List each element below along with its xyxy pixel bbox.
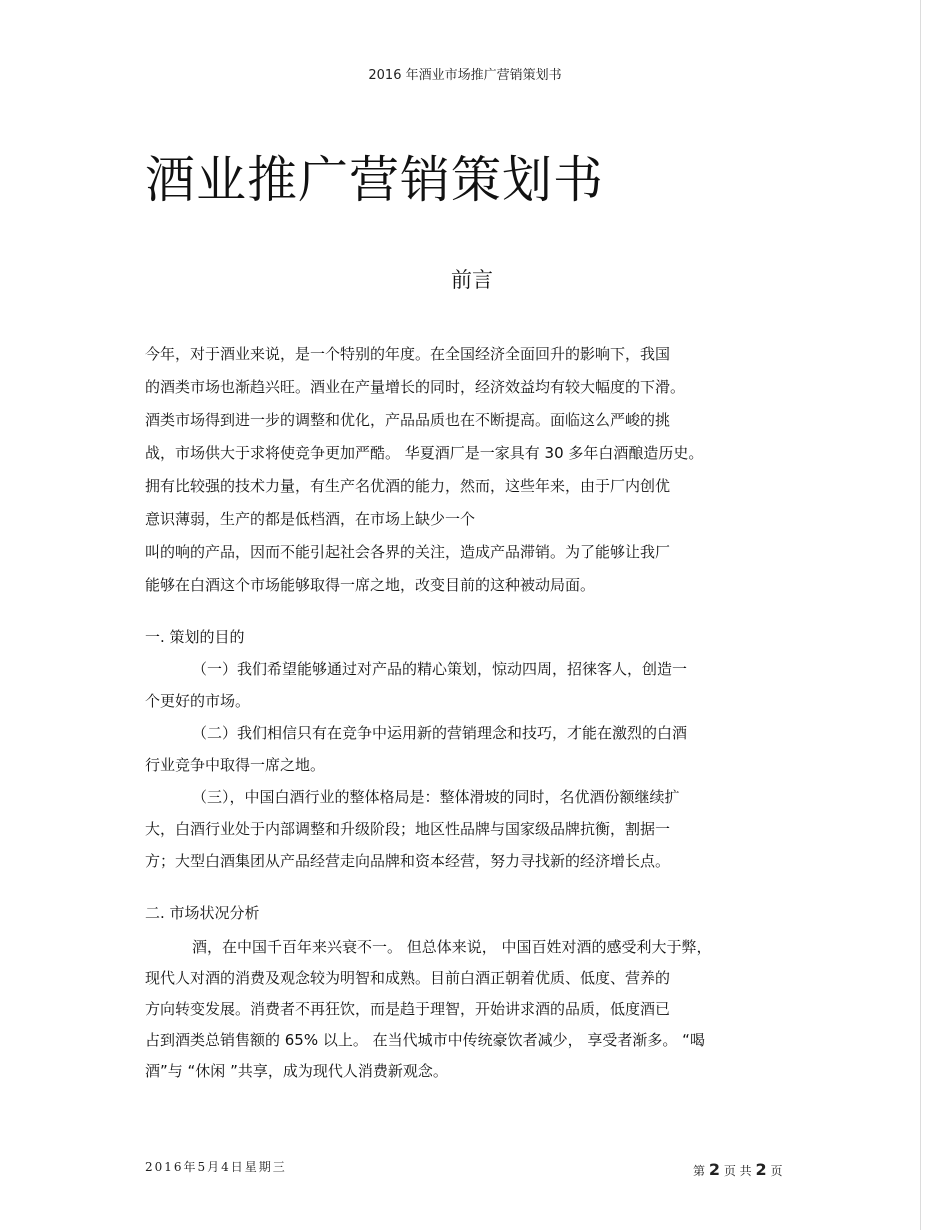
page-indicator [693,1160,782,1179]
market-line: 现代人对酒的消费及观念较为明智和成熟。目前白酒正朝着优质、低度、营养的 [145,969,671,987]
preface-line: 战，市场供大于求将使竞争更加严酷。 华夏酒厂是一家具有 30 多年白酒酿造历史。 [145,444,704,462]
page-suffix: 页 [770,1164,783,1178]
preface-line: 叫的响的产品，因而不能引起社会各界的关注，造成产品滞销。为了能够让我厂 [145,543,671,561]
preface-line: 的酒类市场也渐趋兴旺。酒业在产量增长的同时，经济效益均有较大幅度的下滑。 [145,378,686,396]
footer-date: 2016年5月4日星期三 [145,1160,287,1174]
preface-heading: 前言 [451,268,493,292]
preface-line: 今年，对于酒业来说，是一个特别的年度。在全国经济全面回升的影响下，我国 [145,345,671,363]
preface-line: 拥有比较强的技术力量，有生产名优酒的能力，然而，这些年来，由于厂内创优 [145,477,671,495]
purpose-line: 行业竞争中取得一席之地。 [145,756,326,774]
preface-line: 意识薄弱，生产的都是低档酒，在市场上缺少一个 [145,510,476,528]
preface-line: 酒类市场得到进一步的调整和优化，产品品质也在不断提高。面临这么严峻的挑 [145,411,671,429]
section-heading-purpose: 一. 策划的目的 [145,628,245,646]
section-heading-market: 二. 市场状况分析 [145,904,260,922]
market-line: 酒，在中国千百年来兴衰不一。 但总体来说， 中国百姓对酒的感受利大于弊， [192,938,712,956]
purpose-line: （二）我们相信只有在竞争中运用新的营销理念和技巧，才能在激烈的白酒 [192,724,688,742]
running-header: 2016 年酒业市场推广营销策划书 [368,68,562,83]
market-line: 占到酒类总销售额的 65% 以上。 在当代城市中传统豪饮者减少， 享受者渐多。 “喝 [145,1031,705,1049]
page-prefix: 第 [693,1164,706,1178]
page-middle: 页 共 [723,1164,752,1178]
preface-line: 能够在白酒这个市场能够取得一席之地，改变目前的这种被动局面。 [145,576,596,594]
purpose-line: 大，白酒行业处于内部调整和升级阶段；地区性品牌与国家级品牌抗衡，割据一 [145,820,671,838]
page-edge-divider [920,0,921,1230]
page-total: 2 [755,1160,767,1179]
market-line: 酒”与 “休闲 ”共享，成为现代人消费新观念。 [145,1062,448,1080]
purpose-line: 个更好的市场。 [145,692,251,710]
purpose-line: （一）我们希望能够通过对产品的精心策划，惊动四周，招徕客人，创造一 [192,660,688,678]
market-line: 方向转变发展。消费者不再狂饮，而是趋于理智，开始讲求酒的品质，低度酒已 [145,1000,671,1018]
purpose-line: 方；大型白酒集团从产品经营走向品牌和资本经营，努力寻找新的经济增长点。 [145,852,671,870]
purpose-line: （三），中国白酒行业的整体格局是：整体滑坡的同时，名优酒份额继续扩 [192,788,680,806]
document-title: 酒业推广营销策划书 [145,151,604,209]
page-number: 2 [708,1160,720,1179]
